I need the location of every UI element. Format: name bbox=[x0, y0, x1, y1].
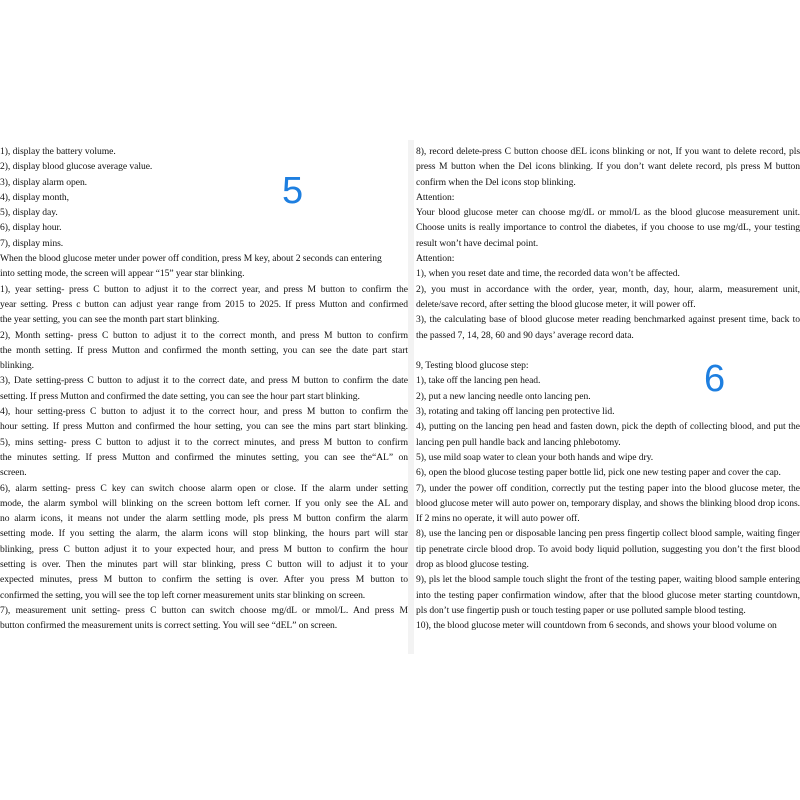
text-line: 1), display the battery volume. bbox=[0, 146, 116, 157]
text-line: the passed 7, 14, 28, 60 and 90 days’ average record data. bbox=[416, 329, 634, 341]
text-line: Your blood glucose meter can choose mg/dL or mmol/L as the blood glucose measurement unit. bbox=[416, 207, 800, 219]
text-line: 8), record delete-press C button choose dEL icons blinking or not, If you want to delete record, pls bbox=[416, 146, 800, 157]
text-line: lancing pen pull handle back and lancing phlebotomy. bbox=[416, 436, 621, 448]
text-line: 9), pls let the blood sample touch slight the front of the testing paper, waiting blood sample entering bbox=[416, 574, 800, 586]
left-manual-page bbox=[0, 144, 408, 650]
page-number-right: 6 bbox=[704, 358, 726, 400]
text-line: press M button when the Del icons blinking. If you don’t want delete record, pls press M button bbox=[416, 161, 800, 173]
text-line: 3), the calculating base of blood glucose meter reading benchmarked against present time, back to bbox=[416, 314, 800, 326]
text-line: 1), when you reset date and time, the recorded data won’t be affected. bbox=[416, 268, 680, 280]
text-line: 3), display alarm open. bbox=[0, 176, 88, 188]
left-page-text bbox=[0, 144, 408, 634]
page-number-left: 5 bbox=[282, 170, 304, 212]
text-line: 5), mins setting- press C button to adjust it to the correct minutes, and press M button to confirm bbox=[0, 436, 408, 448]
text-line: pls don’t use fingertip push or touch testing paper or use polluted sample blood testing. bbox=[416, 604, 746, 616]
text-line: 2), put a new lancing needle onto lancing pen. bbox=[416, 390, 591, 402]
text-line: blinking, press C button adjust it to your expected hour, and press M button to confirm the hour bbox=[0, 543, 408, 555]
text-line: 3), Date setting-press C button to adjust it to the correct date, and press M button to confirm the date bbox=[0, 375, 408, 387]
text-line: expected minutes, press M button to confirm the setting is over. After you press M button to bbox=[0, 574, 408, 586]
text-line: 6), open the blood glucose testing paper bottle lid, pick one new testing paper and cover the cap. bbox=[416, 467, 781, 479]
text-line: 5), display day. bbox=[0, 207, 58, 219]
text-line: drop as blood glucose testing. bbox=[416, 559, 529, 571]
right-manual-page bbox=[416, 144, 800, 650]
text-line: the month setting. If press Mutton and confirmed the month setting, you can see the date part start bbox=[0, 344, 408, 356]
text-line: Choose units is really importance to control the diabetes, if you choose to use mg/dL, your testing bbox=[416, 222, 800, 234]
text-line: Attention: bbox=[416, 253, 455, 265]
text-line: delete/save record, after setting the blood glucose meter, it will power off. bbox=[416, 298, 696, 310]
text-line: 10), the blood glucose meter will countdown from 6 seconds, and shows your blood volume on bbox=[416, 620, 777, 632]
text-line: tip penetrate circle blood drop. To avoid body liquid pollution, suggesting you don’t the first blood bbox=[416, 543, 800, 555]
text-line: the minutes setting. If press Mutton and confirmed the minutes setting, you can see the“AL” on bbox=[0, 451, 408, 463]
text-line: no alarm icons, it means not under the alarm settling mode, pls press M button confirm the alarm bbox=[0, 513, 408, 525]
text-line: button confirmed the measurement units is correct setting. You will see “dEL” on screen. bbox=[0, 620, 338, 632]
right-page-text bbox=[416, 144, 800, 634]
text-line: confirm when the Del icons stop blinking. bbox=[416, 176, 576, 188]
text-line: result won’t have decimal point. bbox=[416, 237, 539, 249]
text-line: Attention: bbox=[416, 191, 455, 203]
text-line: 4), display month, bbox=[0, 191, 69, 203]
text-line: hour setting. If press Mutton and confirmed the hour setting, you can see the mins part start blinking. bbox=[0, 421, 408, 433]
text-line: 7), under the power off condition, correctly put the testing paper into the blood glucose meter, the bbox=[416, 482, 800, 494]
text-line: blood glucose meter will auto power on, temporary display, and shows the blinking blood drop icons. bbox=[416, 497, 800, 509]
text-line: setting. If press Mutton and confirmed the date setting, you can see the hour part start blinking. bbox=[0, 390, 360, 402]
text-line: When the blood glucose meter under power off condition, press M key, about 2 seconds can entering bbox=[0, 253, 382, 265]
text-line: 9, Testing blood glucose step: bbox=[416, 360, 529, 372]
text-line: 2), you must in accordance with the order, year, month, day, hour, alarm, measurement unit, bbox=[416, 283, 800, 295]
text-line: 2), display blood glucose average value. bbox=[0, 161, 153, 173]
text-line: 6), display hour. bbox=[0, 222, 62, 234]
page-divider bbox=[408, 140, 414, 654]
text-line: 7), measurement unit setting- press C button can switch choose mg/dL or mmol/L. And press M bbox=[0, 604, 408, 616]
text-line: 2), Month setting- press C button to adjust it to the correct month, and press M button to confirm bbox=[0, 329, 408, 341]
text-line: setting mode. If you setting the alarm, the alarm icons will stop blinking, the hours part will star bbox=[0, 528, 408, 540]
text-line bbox=[416, 343, 800, 358]
text-line: 3), rotating and taking off lancing pen protective lid. bbox=[416, 406, 615, 418]
text-line: into the testing paper confirmation window, after that the blood glucose meter starting countdown, bbox=[416, 589, 800, 601]
text-line: 4), hour setting-press C button to adjust it to the correct hour, and press M button to confirm the bbox=[0, 406, 408, 418]
text-line: If 2 mins no operate, it will auto power off. bbox=[416, 513, 580, 525]
text-line: blinking. bbox=[0, 360, 34, 372]
text-line: year setting. Press c button can adjust year range from 2015 to 2025. If press Mutton and confirmed bbox=[0, 298, 408, 310]
text-line: screen. bbox=[0, 467, 27, 479]
text-line: into setting mode, the screen will appear “15” year star blinking. bbox=[0, 268, 245, 280]
text-line: 7), display mins. bbox=[0, 237, 64, 249]
text-line: 5), use mild soap water to clean your both hands and wipe dry. bbox=[416, 451, 654, 463]
text-line: mode, the alarm symbol will blinking on the screen bottom left corner. If you only see the AL and bbox=[0, 497, 408, 509]
text-line: confirmed the setting, you will see the top left corner measurement units star blinking on screen. bbox=[0, 589, 366, 601]
text-line: setting is over. Then the minutes part will star blinking, press C button will to adjust it to your bbox=[0, 559, 408, 571]
text-line: 4), putting on the lancing pen head and fasten down, pick the depth of collecting blood, and put the bbox=[416, 421, 800, 433]
text-line: 1), take off the lancing pen head. bbox=[416, 375, 541, 387]
text-line: 6), alarm setting- press C key can switch choose alarm open or close. If the alarm under setting bbox=[0, 482, 408, 494]
text-line: the year setting, you can see the month part start blinking. bbox=[0, 314, 220, 326]
text-line: 1), year setting- press C button to adjust it to the correct year, and press M button to confirm the bbox=[0, 283, 408, 295]
text-line: 8), use the lancing pen or disposable lancing pen press fingertip collect blood sample, waiting finger bbox=[416, 528, 800, 540]
